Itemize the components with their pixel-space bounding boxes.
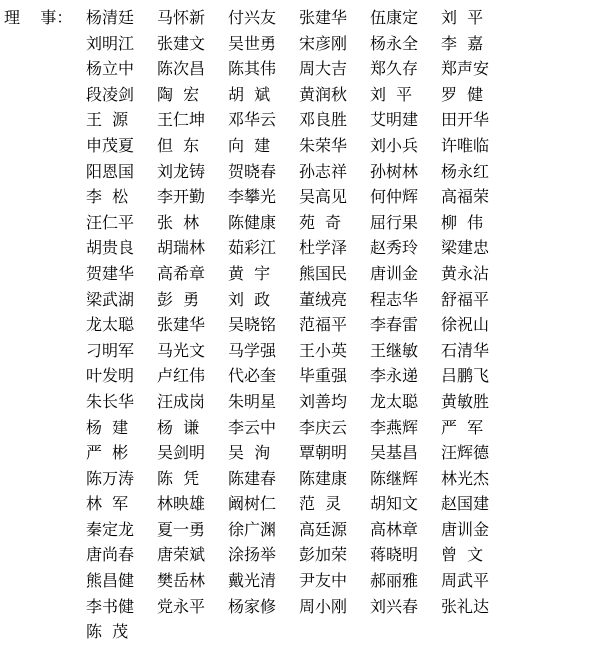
member-name: 吴 洵 bbox=[228, 443, 271, 463]
member-name: 阳恩国 bbox=[86, 161, 135, 181]
member-name: 向 建 bbox=[228, 135, 271, 155]
member-name: 代必奎 bbox=[228, 366, 277, 386]
member-name: 宋彦刚 bbox=[299, 33, 348, 53]
member-name: 陈 凭 bbox=[157, 468, 200, 488]
member-name: 汪仁平 bbox=[86, 212, 135, 232]
member-name: 吴晓铭 bbox=[228, 315, 277, 335]
member-name: 郑声安 bbox=[441, 59, 490, 79]
member-name: 郑久存 bbox=[370, 59, 419, 79]
member-name: 张建文 bbox=[157, 33, 206, 53]
member-name: 张建华 bbox=[299, 8, 348, 27]
member-name: 胡贵良 bbox=[86, 238, 135, 258]
member-name: 黄 宇 bbox=[228, 263, 271, 283]
member-name: 周小刚 bbox=[299, 596, 348, 616]
member-name: 刘兴春 bbox=[370, 596, 419, 616]
role-label: 理 事： bbox=[4, 8, 73, 27]
member-name: 付兴友 bbox=[228, 8, 277, 27]
member-name: 刘小兵 bbox=[370, 135, 419, 155]
member-name: 赵秀玲 bbox=[370, 238, 419, 258]
member-name: 吴高见 bbox=[299, 187, 348, 207]
member-name: 龙太聪 bbox=[86, 315, 135, 335]
member-name: 杨 谦 bbox=[157, 417, 200, 437]
member-name: 王 源 bbox=[86, 110, 129, 130]
member-name: 贺建华 bbox=[86, 263, 135, 283]
member-name: 何仲辉 bbox=[370, 187, 419, 207]
member-name: 杨立中 bbox=[86, 59, 135, 79]
member-name: 唐荣斌 bbox=[157, 545, 206, 565]
member-name: 周大吉 bbox=[299, 59, 348, 79]
member-name: 林映雄 bbox=[157, 494, 206, 514]
member-name: 阚树仁 bbox=[228, 494, 277, 514]
member-name: 陈 茂 bbox=[86, 622, 129, 642]
member-name: 高希章 bbox=[157, 263, 206, 283]
member-name: 林光杰 bbox=[441, 468, 490, 488]
member-name: 李开勤 bbox=[157, 187, 206, 207]
member-name: 彭加荣 bbox=[299, 545, 348, 565]
member-name: 孙树林 bbox=[370, 161, 419, 181]
member-name: 程志华 bbox=[370, 289, 419, 309]
member-name: 张建华 bbox=[157, 315, 206, 335]
member-name: 李燕辉 bbox=[370, 417, 419, 437]
member-name: 李攀光 bbox=[228, 187, 277, 207]
member-name: 陈继辉 bbox=[370, 468, 419, 488]
member-name: 陈次昌 bbox=[157, 59, 206, 79]
member-name: 杜学泽 bbox=[299, 238, 348, 258]
member-name: 陈建春 bbox=[228, 468, 277, 488]
member-name: 严 军 bbox=[441, 417, 484, 437]
member-name: 杨 建 bbox=[86, 417, 129, 437]
member-name: 李春雷 bbox=[370, 315, 419, 335]
member-name: 叶发明 bbox=[86, 366, 135, 386]
member-name: 吴世勇 bbox=[228, 33, 277, 53]
member-name: 吕鹏飞 bbox=[441, 366, 490, 386]
member-name-list bbox=[86, 8, 586, 648]
member-name: 严 彬 bbox=[86, 443, 129, 463]
member-name: 杨清廷 bbox=[86, 8, 135, 27]
member-name: 石清华 bbox=[441, 340, 490, 360]
member-name: 刘龙铸 bbox=[157, 161, 206, 181]
member-name: 李云中 bbox=[228, 417, 277, 437]
member-name: 陈其伟 bbox=[228, 59, 277, 79]
member-name: 邓良胜 bbox=[299, 110, 348, 130]
member-name: 卢红伟 bbox=[157, 366, 206, 386]
member-name: 熊昌健 bbox=[86, 571, 135, 591]
member-name: 艾明建 bbox=[370, 110, 419, 130]
member-name: 朱长华 bbox=[86, 391, 135, 411]
member-name: 涂扬举 bbox=[228, 545, 277, 565]
member-name: 林 军 bbox=[86, 494, 129, 514]
member-name: 赵国建 bbox=[441, 494, 490, 514]
member-name: 吴剑明 bbox=[157, 443, 206, 463]
member-name: 孙志祥 bbox=[299, 161, 348, 181]
member-name: 唐训金 bbox=[441, 519, 490, 539]
member-name: 梁建忠 bbox=[441, 238, 490, 258]
member-name: 舒福平 bbox=[441, 289, 490, 309]
member-name: 张 林 bbox=[157, 212, 200, 232]
member-name: 范福平 bbox=[299, 315, 348, 335]
member-name: 夏一勇 bbox=[157, 519, 206, 539]
member-name: 秦定龙 bbox=[86, 519, 135, 539]
member-name: 黄敏胜 bbox=[441, 391, 490, 411]
member-name: 汪辉德 bbox=[441, 443, 490, 463]
member-name: 茹彩江 bbox=[228, 238, 277, 258]
member-name: 陈健康 bbox=[228, 212, 277, 232]
member-name: 徐广渊 bbox=[228, 519, 277, 539]
member-name: 段凌剑 bbox=[86, 84, 135, 104]
member-name: 蒋晓明 bbox=[370, 545, 419, 565]
member-name: 周武平 bbox=[441, 571, 490, 591]
member-name: 吴基昌 bbox=[370, 443, 419, 463]
member-name: 李 松 bbox=[86, 187, 129, 207]
member-name: 刘 政 bbox=[228, 289, 271, 309]
member-name: 胡瑞林 bbox=[157, 238, 206, 258]
member-name: 刘 平 bbox=[370, 84, 413, 104]
member-name: 许唯临 bbox=[441, 135, 490, 155]
member-name: 罗 健 bbox=[441, 84, 484, 104]
member-name: 邓华云 bbox=[228, 110, 277, 130]
member-name: 马光文 bbox=[157, 340, 206, 360]
member-name: 李庆云 bbox=[299, 417, 348, 437]
member-name: 伍康定 bbox=[370, 8, 419, 27]
member-name: 戴光清 bbox=[228, 571, 277, 591]
member-name: 高林章 bbox=[370, 519, 419, 539]
member-name: 陶 宏 bbox=[157, 84, 200, 104]
member-name: 刘善均 bbox=[299, 391, 348, 411]
member-name: 苑 奇 bbox=[299, 212, 342, 232]
member-name: 唐训金 bbox=[370, 263, 419, 283]
member-name: 刘明江 bbox=[86, 33, 135, 53]
member-name: 李书健 bbox=[86, 596, 135, 616]
member-name: 樊岳林 bbox=[157, 571, 206, 591]
member-name: 杨家修 bbox=[228, 596, 277, 616]
member-name: 贺晓春 bbox=[228, 161, 277, 181]
member-name: 李永递 bbox=[370, 366, 419, 386]
member-name: 马怀新 bbox=[157, 8, 206, 27]
member-name: 杨永全 bbox=[370, 33, 419, 53]
member-name: 熊国民 bbox=[299, 263, 348, 283]
member-name: 毕重强 bbox=[299, 366, 348, 386]
member-name: 杨永红 bbox=[441, 161, 490, 181]
member-name: 张礼达 bbox=[441, 596, 490, 616]
member-name: 龙太聪 bbox=[370, 391, 419, 411]
member-name: 高廷源 bbox=[299, 519, 348, 539]
member-name: 范 灵 bbox=[299, 494, 342, 514]
member-name: 田开华 bbox=[441, 110, 490, 130]
member-name: 柳 伟 bbox=[441, 212, 484, 232]
member-name: 高福荣 bbox=[441, 187, 490, 207]
member-name: 申茂夏 bbox=[86, 135, 135, 155]
member-name: 王仁坤 bbox=[157, 110, 206, 130]
member-name: 屈行果 bbox=[370, 212, 419, 232]
member-name: 朱荣华 bbox=[299, 135, 348, 155]
member-name: 黄润秋 bbox=[299, 84, 348, 104]
member-name: 徐祝山 bbox=[441, 315, 490, 335]
member-name: 王继敏 bbox=[370, 340, 419, 360]
member-name: 王小英 bbox=[299, 340, 348, 360]
member-name: 朱明星 bbox=[228, 391, 277, 411]
member-name: 刁明军 bbox=[86, 340, 135, 360]
member-name: 刘 平 bbox=[441, 8, 484, 27]
member-name: 尹友中 bbox=[299, 571, 348, 591]
member-name: 马学强 bbox=[228, 340, 277, 360]
member-name: 胡知文 bbox=[370, 494, 419, 514]
member-name: 胡 斌 bbox=[228, 84, 271, 104]
member-name: 党永平 bbox=[157, 596, 206, 616]
member-name: 曾 文 bbox=[441, 545, 484, 565]
member-name: 董绒亮 bbox=[299, 289, 348, 309]
member-name: 汪成岗 bbox=[157, 391, 206, 411]
member-name: 陈万涛 bbox=[86, 468, 135, 488]
member-name: 李 嘉 bbox=[441, 33, 484, 53]
member-name: 唐尚春 bbox=[86, 545, 135, 565]
member-name: 梁武湖 bbox=[86, 289, 135, 309]
member-name: 但 东 bbox=[157, 135, 200, 155]
member-name: 郝丽雅 bbox=[370, 571, 419, 591]
member-name: 覃朝明 bbox=[299, 443, 348, 463]
member-name: 黄永沾 bbox=[441, 263, 490, 283]
member-name: 彭 勇 bbox=[157, 289, 200, 309]
member-name: 陈建康 bbox=[299, 468, 348, 488]
